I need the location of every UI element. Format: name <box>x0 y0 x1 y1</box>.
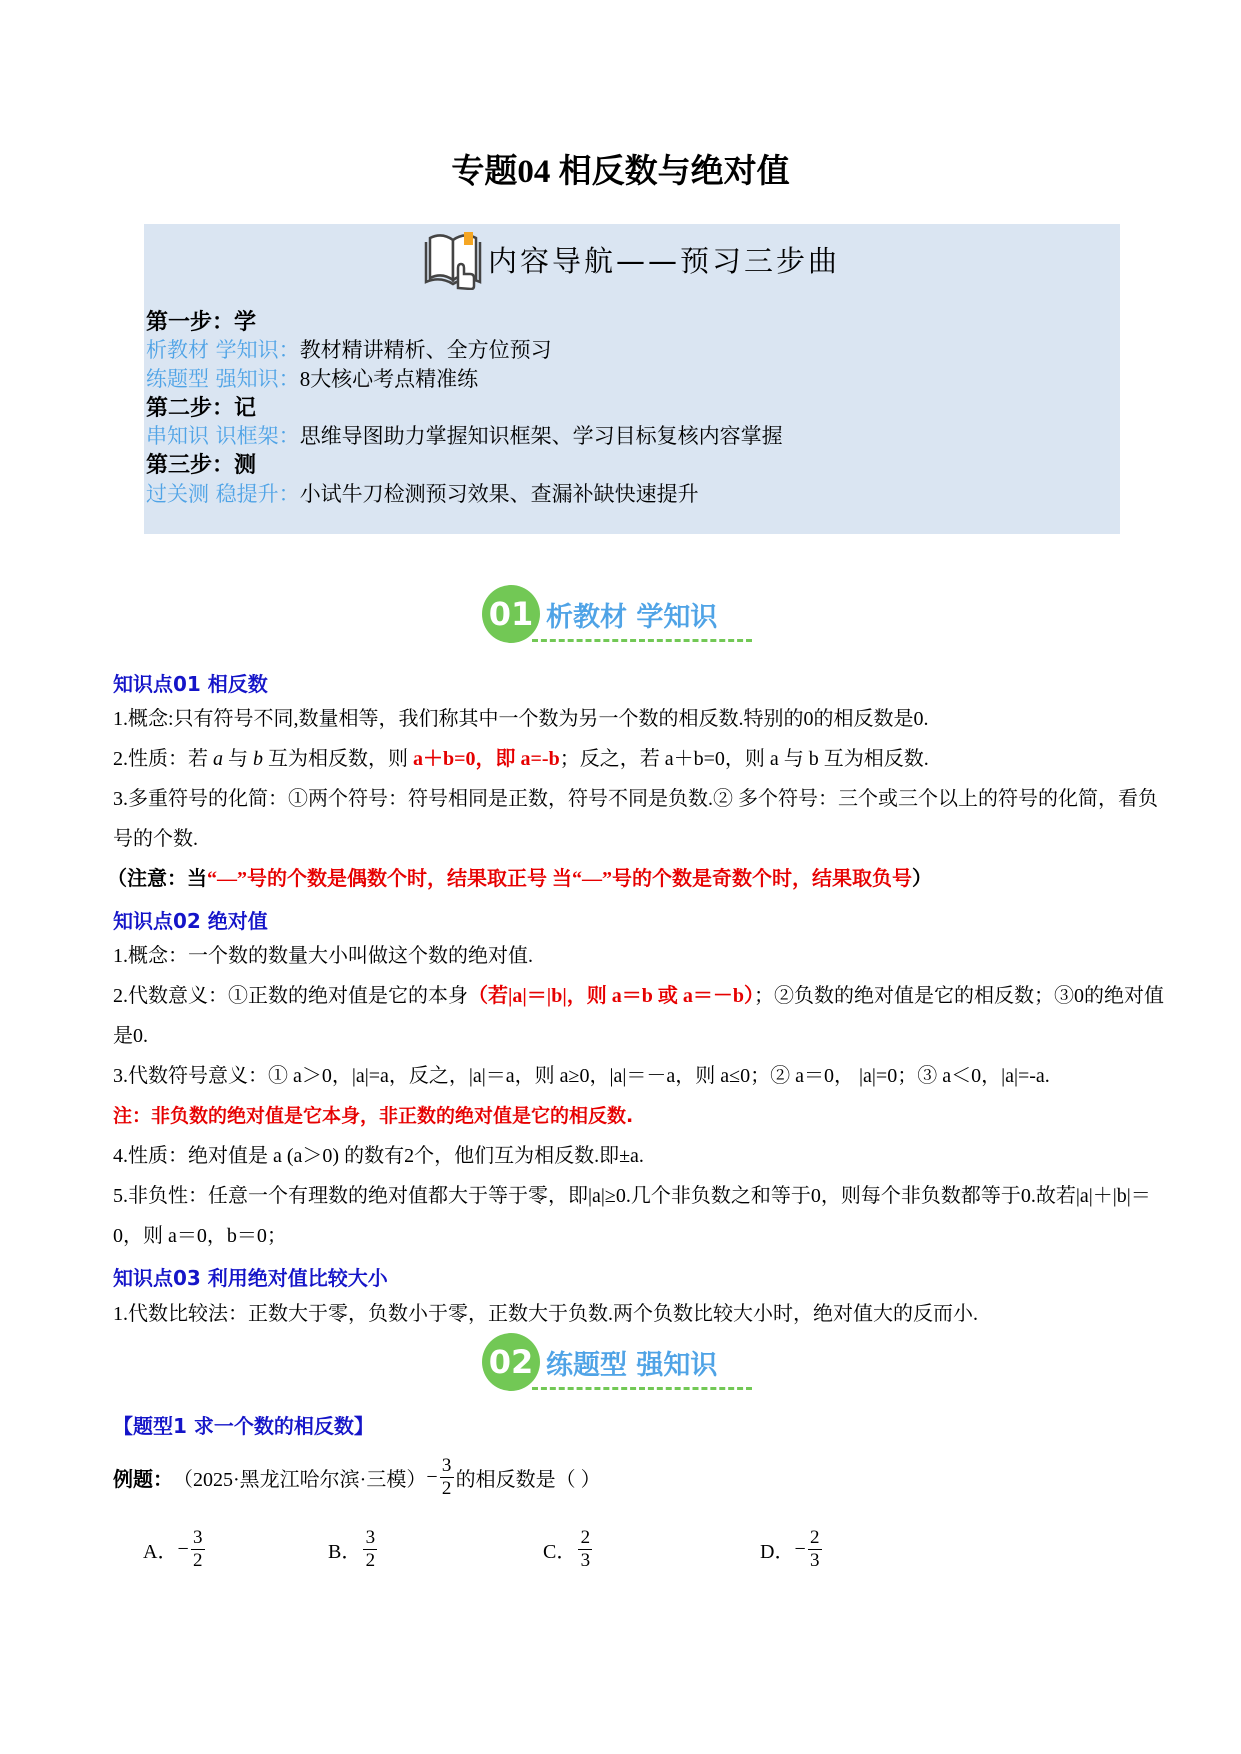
kp2-p2-a: 2.代数意义：①正数的绝对值是它的本身 <box>113 985 468 1007</box>
nav-line-4-label: 过关测 稳提升： <box>146 482 300 506</box>
kp1-p3: 3.多重符号的化简：①两个符号：符号相同是正数，符号不同是负数.② 多个符号：三个或三个以上的符号的化简，看负号的个数. <box>113 788 1158 850</box>
nav-line-2-text: 8大核心考点精准练 <box>299 367 479 391</box>
option-c[interactable] <box>543 1527 594 1572</box>
kp2-p5: 5.非负性：任意一个有理数的绝对值都大于等于零，即|a|≥0.几个非负数之和等于0，则每个非负数都等于0.故若|a|＋|b|＝0，则 a＝0，b＝0； <box>113 1185 1151 1247</box>
book-hand-icon <box>424 228 484 290</box>
kp1-p2-a: 2.性质：若 <box>113 748 208 770</box>
option-a[interactable] <box>143 1527 207 1572</box>
example-tail: 的相反数是（ ） <box>455 1469 601 1491</box>
nav-line-4 <box>146 480 699 508</box>
type1-heading: 【题型1 求一个数的相反数】 <box>113 1414 374 1438</box>
kp2-p2-red: （若|a|＝|b|，则 a＝b 或 a＝－b） <box>468 985 754 1007</box>
nav-line-2 <box>146 365 478 393</box>
kp1-note-prefix: （注意：当 <box>107 868 207 890</box>
kp3-p1: 1.代数比较法：正数大于零，负数小于零，正数大于负数.两个负数比较大小时，绝对值大的反而小. <box>113 1303 978 1325</box>
nav-line-1 <box>146 336 552 364</box>
option-d-sign: − <box>794 1538 806 1560</box>
kp1-p2 <box>113 739 1175 779</box>
option-a-sign: − <box>177 1538 189 1560</box>
page-title: 专题04 相反数与绝对值 <box>451 154 790 190</box>
section-02-title: 练题型 强知识 <box>546 1349 718 1381</box>
option-b-num: 3 <box>365 1527 376 1548</box>
option-c-num: 2 <box>580 1527 591 1548</box>
option-d-fraction <box>808 1527 822 1572</box>
kp1-p2-var-b: b <box>253 748 263 770</box>
kp2-p3: 3.代数符号意义：① a＞0，|a|=a，反之，|a|＝a，则 a≥0，|a|＝－a，则 a≤0；② a＝0， |a|=0；③ a＜0，|a|=-a. <box>113 1065 1050 1087</box>
section-01-header <box>482 585 717 643</box>
option-d-label: D． <box>760 1541 795 1563</box>
example-question <box>113 1455 601 1500</box>
option-d[interactable] <box>760 1527 824 1572</box>
option-b-den: 2 <box>365 1550 376 1571</box>
nav-line-3-label: 串知识 识框架： <box>146 424 300 448</box>
kp1-p2-var-a: a <box>213 748 223 770</box>
option-a-num: 3 <box>192 1527 203 1548</box>
example-fraction <box>440 1455 454 1500</box>
example-numerator: 3 <box>441 1455 452 1476</box>
nav-line-1-label: 析教材 学知识： <box>146 338 300 362</box>
option-b[interactable] <box>328 1527 379 1572</box>
option-c-den: 3 <box>580 1550 591 1571</box>
kp1-note-suffix: ） <box>912 868 932 890</box>
option-c-label: C． <box>543 1541 577 1563</box>
option-d-num: 2 <box>809 1527 820 1548</box>
nav-line-3-text: 思维导图助力掌握知识框架、学习目标复核内容掌握 <box>299 424 783 448</box>
example-denominator: 2 <box>441 1478 452 1499</box>
kp1-note-red: “—”号的个数是偶数个时，结果取正号 当“—”号的个数是奇数个时，结果取负号 <box>207 868 912 890</box>
kp1-p1: 1.概念:只有符号不同,数量相等，我们称其中一个数为另一个数的相反数.特别的0的相反数是0. <box>113 708 929 730</box>
section-02-dash-underline <box>532 1387 752 1390</box>
nav-line-3 <box>146 422 783 450</box>
example-sign: − <box>426 1466 438 1488</box>
nav-heading <box>144 224 1120 296</box>
kp2-p1: 1.概念：一个数的数量大小叫做这个数的绝对值. <box>113 945 533 967</box>
step3-heading: 第三步：测 <box>146 452 257 477</box>
kp2-p2-b: ；②负数的绝对值是它的相反数；③0的绝对值是0. <box>113 985 1164 1047</box>
option-d-den: 3 <box>809 1550 820 1571</box>
kp3-heading: 知识点03 利用绝对值比较大小 <box>113 1266 388 1290</box>
kp2-p4: 4.性质：绝对值是 a (a＞0) 的数有2个，他们互为相反数.即±a. <box>113 1145 644 1167</box>
example-label: 例题： <box>113 1469 173 1491</box>
kp1-p2-d: ；反之，若 a＋b=0，则 a 与 b 互为相反数. <box>559 748 929 770</box>
option-a-label: A． <box>143 1541 178 1563</box>
section-01-dash-underline <box>532 639 752 642</box>
step1-heading: 第一步：学 <box>146 309 257 334</box>
option-b-fraction <box>363 1527 377 1572</box>
kp1-note <box>107 859 1169 899</box>
nav-heading-text: 内容导航——预习三步曲 <box>487 243 840 278</box>
kp1-p2-red: a＋b=0，即 a=-b <box>413 748 560 770</box>
kp2-heading: 知识点02 绝对值 <box>113 909 268 933</box>
section-01-title: 析教材 学知识 <box>546 601 718 633</box>
section-02-header <box>482 1333 717 1391</box>
option-c-fraction <box>578 1527 592 1572</box>
nav-line-1-text: 教材精讲精析、全方位预习 <box>299 338 552 362</box>
step2-heading: 第二步：记 <box>146 395 257 420</box>
kp2-note: 注：非负数的绝对值是它本身，非正数的绝对值是它的相反数. <box>113 1105 634 1127</box>
content-navigation-box <box>144 224 1120 534</box>
section-01-badge: 01 <box>482 585 540 643</box>
kp2-p2 <box>113 976 1175 1056</box>
nav-line-4-text: 小试牛刀检测预习效果、查漏补缺快速提升 <box>299 482 699 506</box>
option-a-fraction <box>191 1527 205 1572</box>
section-02-badge: 02 <box>482 1333 540 1391</box>
nav-line-2-label: 练题型 强知识： <box>146 367 300 391</box>
kp1-p2-c: 互为相反数，则 <box>268 748 408 770</box>
option-b-label: B． <box>328 1541 362 1563</box>
option-a-den: 2 <box>192 1550 203 1571</box>
kp1-p2-b: 与 <box>228 748 248 770</box>
example-source: （2025·黑龙江哈尔滨·三模） <box>173 1469 427 1491</box>
kp1-heading: 知识点01 相反数 <box>113 672 268 696</box>
